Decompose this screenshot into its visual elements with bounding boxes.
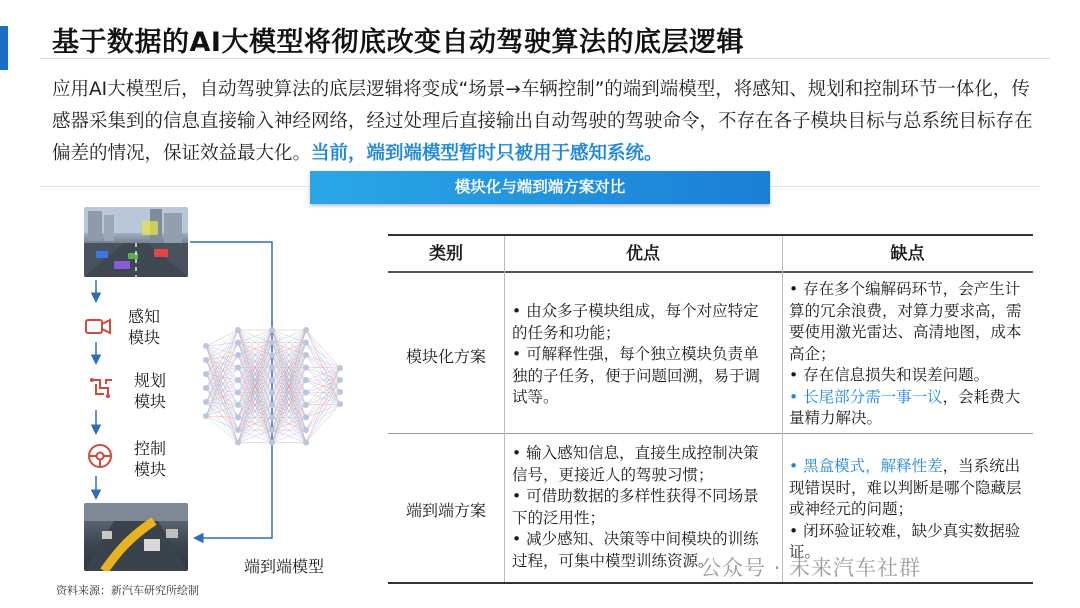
network-node bbox=[269, 427, 275, 433]
network-node bbox=[235, 377, 241, 383]
pros-item: • 可解释性强，每个独立模块负责单独的子任务，便于问题回溯，易于调试等。 bbox=[512, 345, 761, 406]
network-node bbox=[303, 377, 309, 383]
network-node bbox=[269, 415, 275, 421]
network-node bbox=[303, 365, 309, 371]
table-top-rule bbox=[388, 234, 1033, 236]
table-bottom-rule bbox=[388, 582, 1033, 584]
network-node bbox=[203, 385, 209, 391]
page-title: 基于数据的AI大模型将彻底改变自动驾驶算法的底层逻辑 bbox=[52, 27, 744, 58]
network-edge bbox=[306, 368, 340, 430]
network-node bbox=[337, 377, 343, 383]
network-node bbox=[269, 327, 275, 333]
camera-icon bbox=[84, 312, 112, 340]
network-node bbox=[303, 352, 309, 358]
network-node bbox=[235, 415, 241, 421]
network-edge bbox=[306, 343, 340, 369]
network-node bbox=[303, 402, 309, 408]
route-icon bbox=[88, 374, 116, 402]
network-node bbox=[337, 401, 343, 407]
network-node bbox=[269, 402, 275, 408]
network-edge bbox=[306, 355, 340, 368]
cons-tail: ，会耗费大量精力解决。 bbox=[789, 387, 1021, 427]
planning-module-label: 规划 模块 bbox=[134, 371, 167, 411]
table-header-rule bbox=[388, 271, 1033, 273]
network-node bbox=[303, 340, 309, 346]
network-node bbox=[235, 327, 241, 333]
network-node bbox=[203, 357, 209, 363]
network-node bbox=[235, 427, 241, 433]
network-node bbox=[235, 402, 241, 408]
network-node bbox=[235, 365, 241, 371]
header-pros: 优点 bbox=[626, 244, 660, 264]
table-column-divider bbox=[782, 236, 783, 582]
source-note: 资料来源：新汽车研究所绘制 bbox=[56, 584, 199, 597]
network-node bbox=[269, 390, 275, 396]
network-node bbox=[303, 327, 309, 333]
row-e2e-category: 端到端方案 bbox=[405, 501, 486, 520]
network-node bbox=[269, 365, 275, 371]
network-node bbox=[303, 427, 309, 433]
row-modular-cons bbox=[789, 279, 1029, 430]
pros-item: • 可借助数据的多样性获得不同场景下的泛用性； bbox=[512, 487, 759, 527]
pros-item: • 减少感知、决策等中间模块的训练过程，可集中模型训练资源。 bbox=[512, 530, 759, 570]
header-category: 类别 bbox=[429, 244, 463, 264]
network-node bbox=[235, 440, 241, 446]
intro-text: 应用AI大模型后，自动驾驶算法的底层逻辑将变成“场景→车辆控制”的端到端模型，将感知、规划和控制环节一体化，传感器采集到的信息直接输入神经网络，经过处理后直接输出自动驾驶的驾驶命令，不存在各子模块目标与总系统目标存在偏差的情况，保证效益最大化。 bbox=[52, 79, 1033, 164]
network-node bbox=[269, 340, 275, 346]
network-node bbox=[235, 390, 241, 396]
network-edge bbox=[306, 368, 340, 369]
network-node bbox=[203, 399, 209, 405]
cons-highlight: • 长尾部分需一事一议 bbox=[789, 387, 943, 406]
cons-item: • 存在信息损失和误差问题。 bbox=[789, 366, 990, 384]
network-node bbox=[269, 352, 275, 358]
header-cons: 缺点 bbox=[890, 244, 925, 264]
cons-highlight: • 黑盒模式，解释性差 bbox=[789, 457, 943, 475]
pros-item: • 输入感知信息，直接生成控制决策信号，更接近人的驾驶习惯； bbox=[512, 444, 759, 484]
network-node bbox=[303, 415, 309, 421]
control-module-label: 控制 模块 bbox=[134, 439, 167, 479]
network-node bbox=[303, 390, 309, 396]
network-node bbox=[203, 371, 209, 377]
intro-highlight: 当前，端到端模型暂时只被用于感知系统。 bbox=[311, 143, 663, 164]
steering-wheel-icon bbox=[86, 442, 114, 470]
pros-item: • 由众多子模块组成，每个对应特定的任务和功能； bbox=[512, 302, 759, 342]
cons-tail: ，当系统出现错误时，难以判断是哪个隐藏层或神经元的问题； bbox=[789, 457, 1022, 518]
row-modular-pros bbox=[512, 301, 774, 409]
network-node bbox=[337, 389, 343, 395]
row-e2e-cons bbox=[789, 456, 1029, 564]
end-to-end-model-label: 端到端模型 bbox=[244, 557, 325, 576]
cons-item bbox=[789, 387, 1029, 430]
perception-module-label: 感知 模块 bbox=[128, 307, 161, 347]
cons-item: • 存在多个编解码环节，会产生计算的冗余浪费，对算力要求高，需要使用激光雷达、高清地图，成本高企； bbox=[789, 280, 1022, 363]
network-node bbox=[269, 440, 275, 446]
network-node bbox=[203, 343, 209, 349]
cons-item: • 闭环验证较难，缺少真实数据验证。 bbox=[789, 521, 1021, 561]
watermark: 公众号 · 未来汽车社群 bbox=[700, 556, 922, 580]
comparison-banner: 模块化与端到端方案对比 bbox=[310, 171, 770, 204]
table-column-divider bbox=[504, 236, 505, 582]
network-node bbox=[337, 365, 343, 371]
network-node bbox=[303, 440, 309, 446]
network-node bbox=[235, 352, 241, 358]
table-row-divider bbox=[388, 433, 1033, 434]
network-edge bbox=[306, 380, 340, 443]
cons-item bbox=[789, 456, 1029, 521]
network-node bbox=[235, 340, 241, 346]
network-node bbox=[269, 377, 275, 383]
network-edge bbox=[206, 330, 238, 374]
network-node bbox=[203, 413, 209, 419]
row-modular-category: 模块化方案 bbox=[405, 347, 486, 366]
